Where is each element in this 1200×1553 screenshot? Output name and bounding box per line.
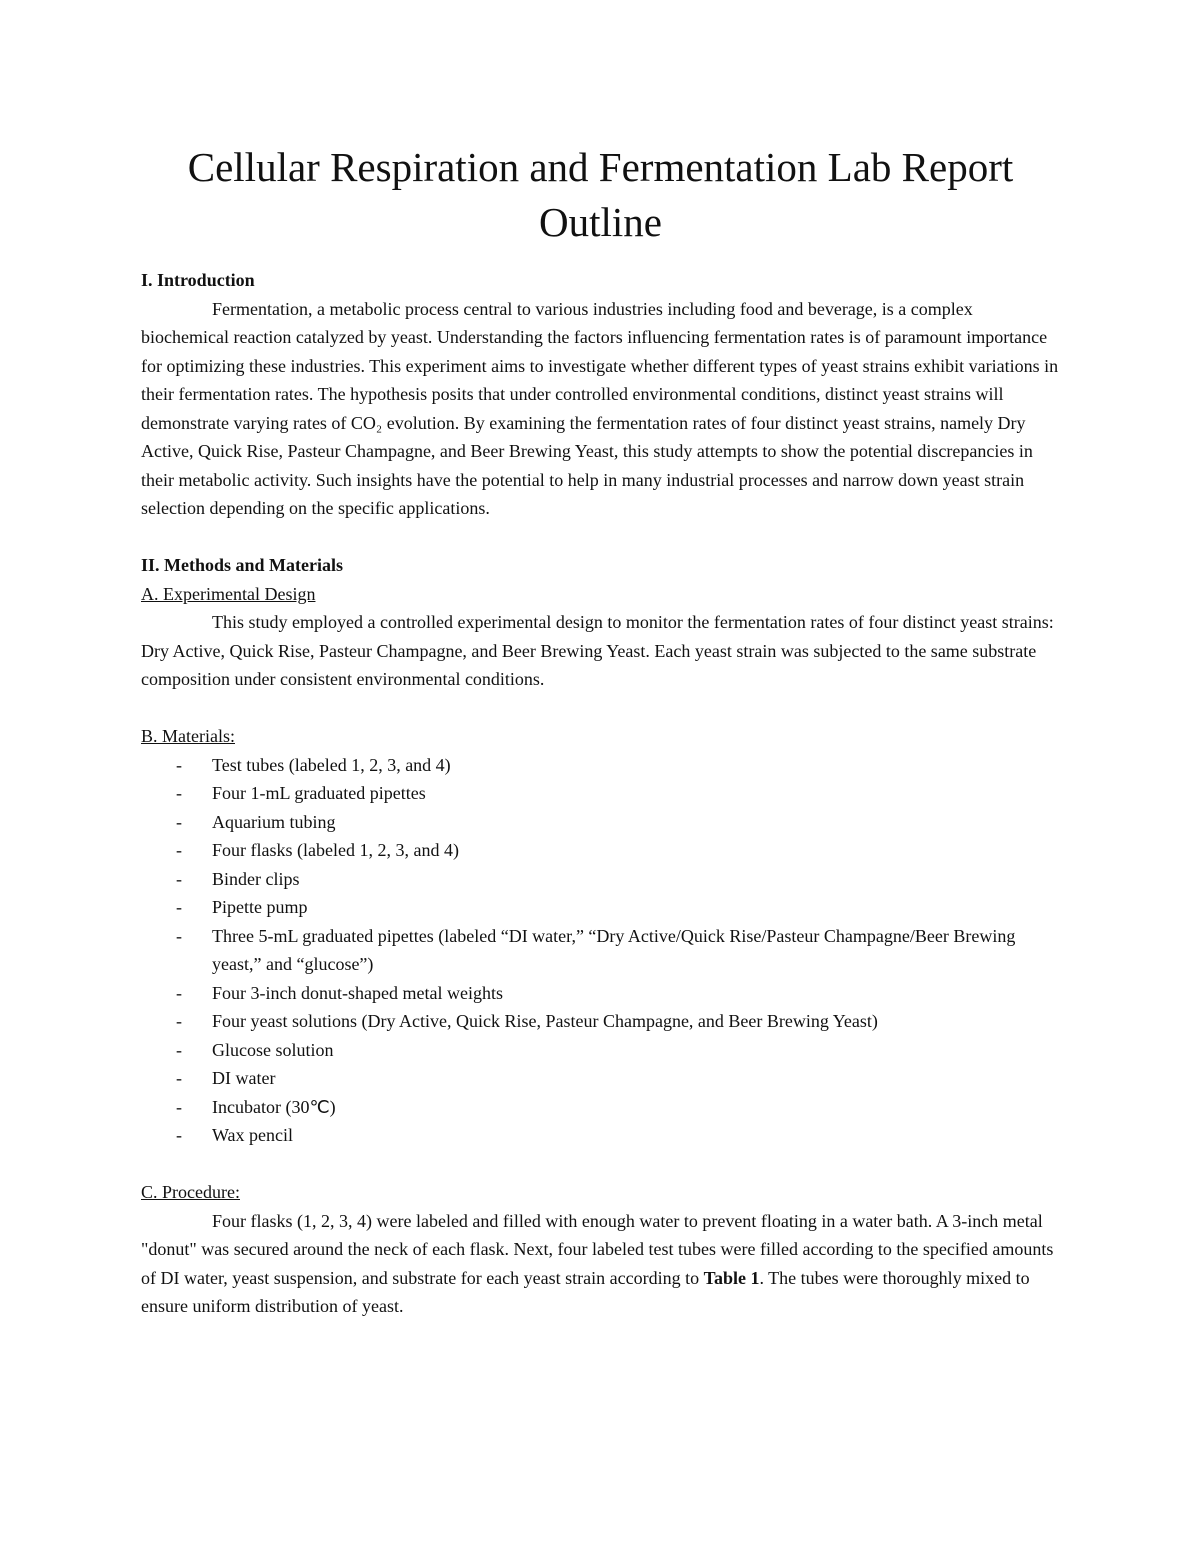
materials-item-text: Four 3-inch donut-shaped metal weights: [212, 982, 503, 1003]
materials-item-text: Four 1-mL graduated pipettes: [212, 783, 426, 803]
materials-list-item: [141, 808, 1060, 837]
materials-heading: B. Materials:: [141, 726, 235, 746]
materials-list-item: [141, 836, 1060, 865]
materials-list-item: [141, 751, 1060, 780]
procedure-text-end: . The tubes were thoroughly mixed to ensure uniform distribution of yeast.: [141, 1267, 1030, 1316]
bullet-dash: -: [176, 840, 182, 860]
materials-list-item: [141, 1007, 1060, 1036]
bullet-dash: -: [176, 925, 182, 946]
materials-item-text: Binder clips: [212, 868, 300, 889]
bullet-dash: -: [176, 783, 182, 803]
materials-item-text: Aquarium tubing: [212, 811, 336, 832]
materials-item-text: Incubator (30℃): [212, 1096, 336, 1117]
bullet-dash: -: [176, 1011, 182, 1031]
bullet-dash: -: [176, 754, 182, 775]
materials-list-item: [141, 1093, 1060, 1122]
bullet-dash: -: [176, 982, 182, 1003]
materials-list-item: [141, 865, 1060, 894]
materials-item-text: DI water: [212, 1068, 276, 1088]
procedure-heading: C. Procedure:: [141, 1182, 240, 1202]
bullet-dash: -: [176, 811, 182, 832]
methods-heading: II. Methods and Materials: [141, 555, 343, 575]
materials-list-item: [141, 922, 1060, 979]
procedure-paragraph: [141, 1207, 1060, 1321]
materials-list-item: [141, 893, 1060, 922]
materials-item-text: Four flasks (labeled 1, 2, 3, and 4): [212, 840, 459, 860]
document-title: Cellular Respiration and Fermentation Lab Report Outline: [187, 144, 1014, 245]
materials-list: [141, 751, 1060, 1150]
bullet-dash: -: [176, 1039, 182, 1060]
materials-item-text: Pipette pump: [212, 897, 308, 917]
bullet-dash: -: [176, 1096, 182, 1117]
materials-list-item: [141, 1121, 1060, 1150]
bullet-dash: -: [176, 897, 182, 917]
materials-list-item: [141, 1036, 1060, 1065]
materials-item-text: Three 5-mL graduated pipettes (labeled “DI water,” “Dry Active/Quick Rise/Pasteur Champagne/Beer Brewing yeast,” and “glucose”): [212, 925, 1016, 974]
bullet-dash: -: [176, 1068, 182, 1088]
experimental-design-heading: A. Experimental Design: [141, 583, 316, 604]
introduction-heading: I. Introduction: [141, 270, 255, 290]
bullet-dash: -: [176, 868, 182, 889]
experimental-design-paragraph: This study employed a controlled experimental design to monitor the fermentation rates of four distinct yeast strains: Dry Active, Quick Rise, Pasteur Champagne, and Beer Brewing Yeast. Each yeast strain was subjected to the same substrate composition under consistent environmental conditions.: [141, 612, 1054, 689]
procedure-text-start: Four flasks (1, 2, 3, 4) were labeled and filled with enough water to prevent floating in a water bath. A 3-inch metal "donut" was secured around the neck of each flask. Next, four labeled test tubes were filled according to the specified amounts of DI water, yeast suspension, and substrate for each yeast strain according to: [141, 1210, 1054, 1288]
materials-list-item: [141, 979, 1060, 1008]
materials-list-item: [141, 779, 1060, 808]
materials-item-text: Wax pencil: [212, 1125, 294, 1145]
bullet-dash: -: [176, 1125, 182, 1145]
table-reference: Table 1: [703, 1267, 760, 1288]
materials-item-text: Four yeast solutions (Dry Active, Quick Rise, Pasteur Champagne, and Beer Brewing Yeast): [212, 1011, 878, 1031]
materials-list-item: [141, 1064, 1060, 1093]
materials-item-text: Glucose solution: [212, 1039, 334, 1060]
introduction-paragraph: Fermentation, a metabolic process central to various industries including food and beverage, is a complex biochemical reaction catalyzed by yeast. Understanding the factors influencing fermentation rates is of paramount importance for optimizing these industries. This experiment aims to investigate whether different types of yeast strains exhibit variations in their fermentation rates. The hypothesis posits that under controlled environmental conditions, distinct yeast strains will demonstrate varying rates of CO₂ evolution. By examining the fermentation rates of four distinct yeast strains, namely Dry Active, Quick Rise, Pasteur Champagne, and Beer Brewing Yeast, this study attempts to show the potential discrepancies in their metabolic activity. Such insights have the potential to help in many industrial processes and narrow down yeast strain selection depending on the specific applications.: [141, 298, 1059, 518]
materials-item-text: Test tubes (labeled 1, 2, 3, and 4): [212, 754, 451, 775]
